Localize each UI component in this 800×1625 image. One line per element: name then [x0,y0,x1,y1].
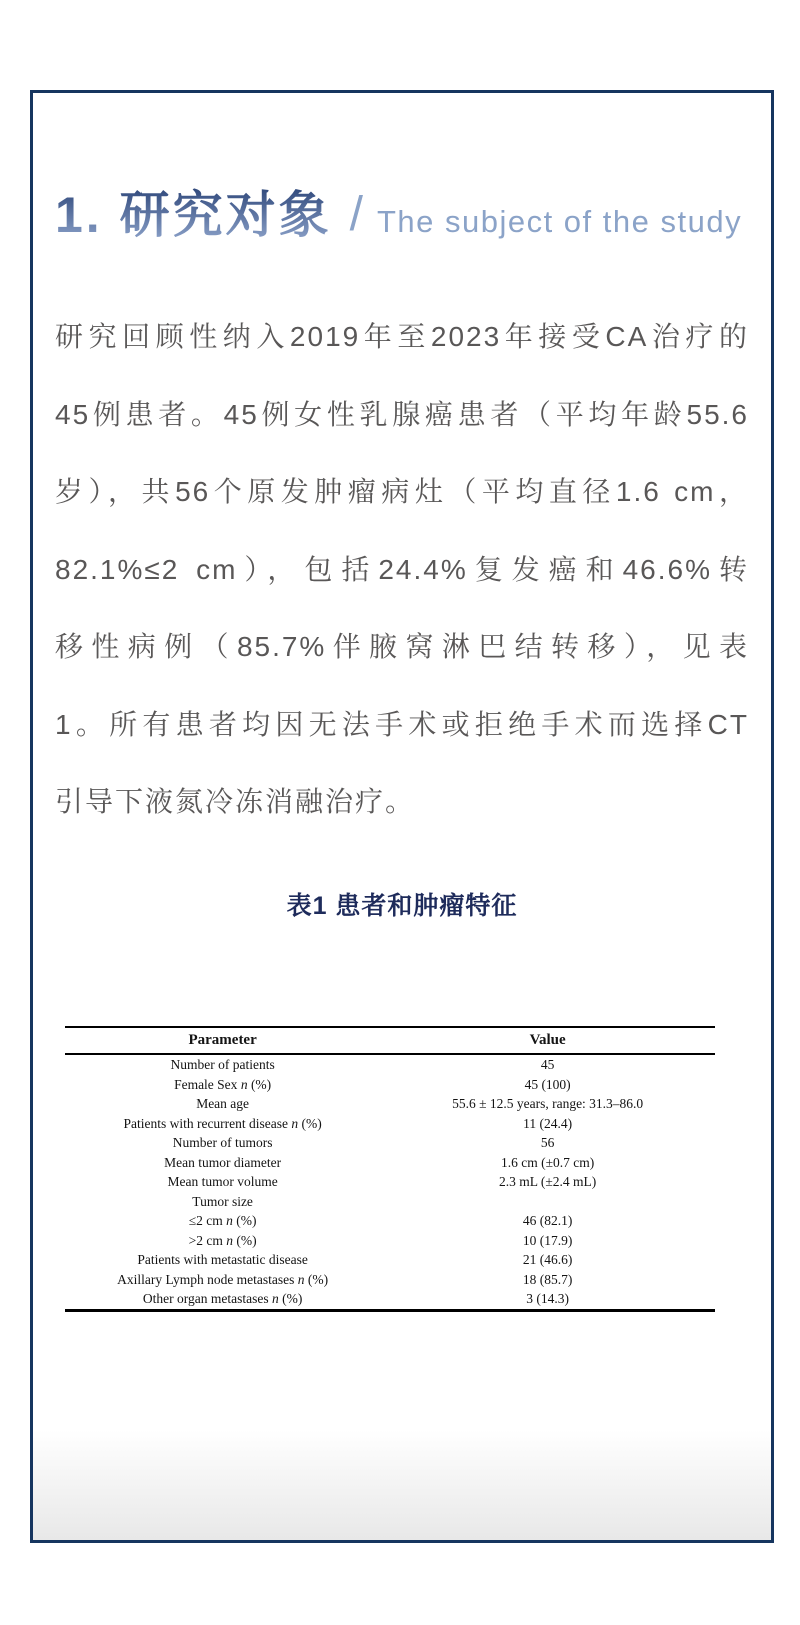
table-row [65,1211,715,1231]
value-cell: 45 [540,1057,555,1072]
value-cell: 46 (82.1) [522,1213,573,1228]
value-cell: 11 (24.4) [523,1115,573,1131]
section-title-zh: 1. 研究对象 [55,175,332,247]
value-cell: 1.6 cm (±0.7 cm) [500,1154,595,1170]
value-cell: 55.6 ± 12.5 years, range: 31.3–86.0 [452,1096,644,1111]
table-row [65,1094,715,1114]
paragraph-line: 研究回顾性纳入2019年至2023年接受CA治疗的 [55,321,749,352]
value-column-header: Value [380,1027,715,1054]
body-paragraph [55,298,749,841]
parameter-cell: Patients with recurrent disease n (%) [123,1115,322,1131]
parameter-cell: ≤2 cm n (%) [188,1213,257,1228]
paragraph-line: 引导下液氮冷冻消融治疗。 [55,786,416,817]
value-cell: 21 (46.6) [522,1252,573,1267]
content-card [30,90,774,1543]
parameter-cell: Number of patients [170,1057,275,1072]
paragraph-line: 45例患者。45例女性乳腺癌患者（平均年龄55.6 [55,398,749,430]
value-cell: 45 (100) [524,1076,571,1092]
parameter-cell: Female Sex n (%) [174,1076,272,1092]
parameter-column-header: Parameter [65,1027,380,1054]
table-row [65,1172,715,1192]
parameter-cell: Mean tumor diameter [164,1154,282,1170]
parameter-cell: Other organ metastases n (%) [142,1291,303,1306]
table-row [65,1075,715,1095]
table-row [65,1192,715,1212]
section-heading [55,175,763,247]
value-cell [380,1192,715,1212]
table-row [65,1054,715,1075]
value-cell: 56 [540,1135,555,1150]
patient-characteristics-table [65,1026,715,1312]
section-title-en: The subject of the study [376,204,743,239]
table-row [65,1114,715,1134]
table-header-row [65,1027,715,1054]
parameter-cell: >2 cm n (%) [188,1232,257,1248]
value-cell: 18 (85.7) [522,1271,573,1287]
value-cell: 3 (14.3) [526,1291,569,1306]
parameter-cell: Mean age [196,1096,250,1111]
paragraph-line: 82.1%≤2 cm），包括24.4%复发癌和46.6%转 [55,553,749,585]
paragraph-line: 岁），共56个原发肿瘤病灶（平均直径1.6 cm， [55,476,749,507]
paragraph-line: 1。所有患者均因无法手术或拒绝手术而选择CT [55,708,749,740]
slash-divider: / [349,188,363,241]
bottom-gradient [33,1430,771,1540]
table-body [65,1054,715,1310]
table-row [65,1289,715,1310]
table-row [65,1133,715,1153]
table-row [65,1153,715,1173]
table-row [65,1250,715,1270]
parameter-cell: Patients with metastatic disease [137,1252,308,1267]
paragraph-line: 移性病例（85.7%伴腋窝淋巴结转移），见表 [55,631,749,662]
parameter-cell: Tumor size [192,1193,253,1209]
parameter-cell: Mean tumor volume [167,1174,278,1189]
table-caption: 表1 患者和肿瘤特征 [286,892,518,920]
parameter-cell: Number of tumors [172,1135,273,1150]
parameter-cell: Axillary Lymph node metastases n (%) [117,1271,329,1287]
table-row [65,1231,715,1251]
value-cell: 10 (17.9) [522,1232,573,1248]
value-cell: 2.3 mL (±2.4 mL) [498,1174,597,1189]
table-row [65,1270,715,1290]
